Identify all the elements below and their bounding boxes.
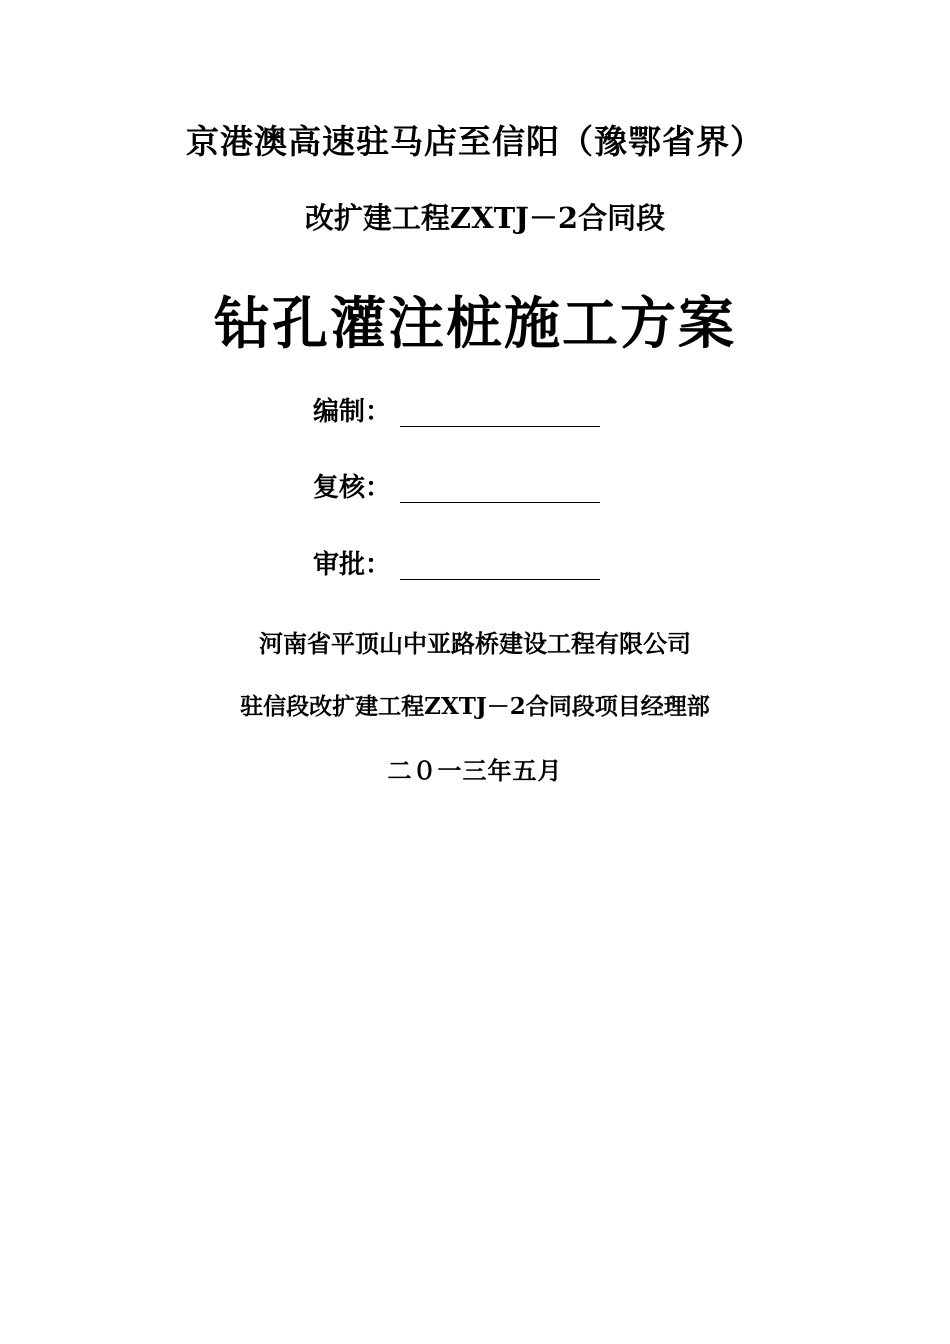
signature-row-compile [313,396,613,432]
project-department-name: 驻信段改扩建工程ZXTJ－2合同段项目经理部 [240,693,710,720]
project-title-line-2: 改扩建工程ZXTJ－2合同段 [304,201,666,235]
signature-row-review [313,472,613,508]
review-label: 复核： [313,473,392,503]
signature-row-approve [313,549,613,585]
approve-label: 审批： [313,550,392,580]
project-title-line-1: 京港澳高速驻马店至信阳（豫鄂省界） [186,122,764,161]
organization-name: 河南省平顶山中亚路桥建设工程有限公司 [259,629,691,658]
document-main-title: 钻孔灌注桩施工方案 [214,291,736,357]
document-date: 二０一三年五月 [387,756,563,785]
compile-label: 编制： [313,397,392,427]
approve-signature-line [400,579,600,580]
review-signature-line [400,502,600,503]
compile-signature-line [400,426,600,427]
